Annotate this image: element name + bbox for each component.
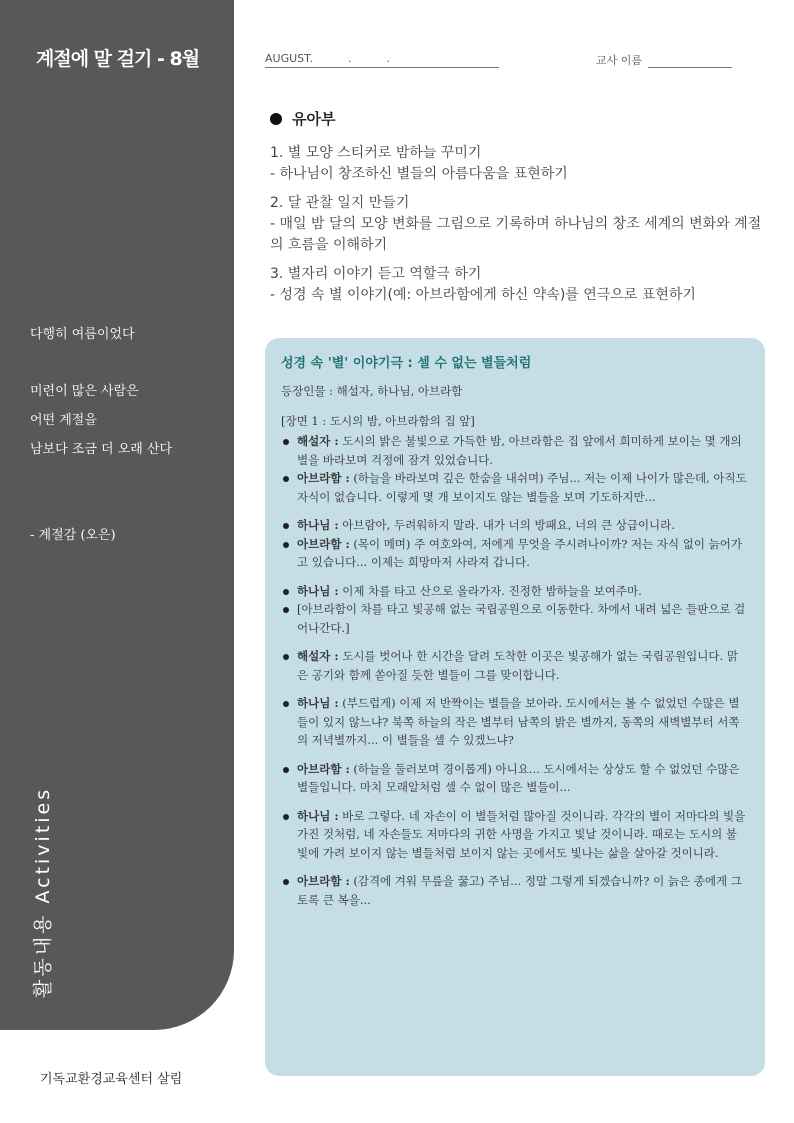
stage-direction <box>281 600 747 637</box>
teacher-label: 교사 이름 <box>596 54 643 67</box>
line-text: 도시의 밝은 불빛으로 가득한 밤, 아브라함은 집 앞에서 희미하게 보이는 몇 개의 별을 바라보며 걱정에 잠겨 있었습니다. <box>297 434 742 467</box>
activity-item <box>270 193 766 256</box>
line-text: 아브람아, 두려워하지 말라. 내가 너의 방패요, 너의 큰 상급이니라. <box>338 518 675 532</box>
speaker: 아브라함 : <box>297 471 350 485</box>
speaker: 아브라함 : <box>297 874 350 888</box>
line-text: (하늘을 바라보며 깊은 한숨을 내쉬며) 주님... 저는 이제 나이가 많은데, 아직도 자식이 없습니다. 이렇게 몇 개 보이지도 않는 별들을 보며 기도하지만... <box>297 471 747 504</box>
poem-attribution: - 계절감 (오은) <box>30 528 116 543</box>
line-text: [아브라함이 차를 타고 빛공해 없는 국립공원으로 이동한다. 차에서 내려 넓은 들판으로 걸어나간다.] <box>297 602 746 635</box>
poem-line: 다행히 여름이었다 <box>30 327 135 342</box>
activity-desc: - 성경 속 별 이야기(예: 아브라함에게 하신 약속)를 연극으로 표현하기 <box>270 287 696 303</box>
poem-line: 미련이 많은 사람은 <box>30 384 139 399</box>
poem <box>30 320 172 550</box>
scene-heading: [장면 1 : 도시의 밤, 아브라함의 집 앞] <box>281 413 475 428</box>
dialogue-list <box>281 432 747 909</box>
line-text: 도시를 벗어나 한 시간을 달려 도착한 이곳은 빛공해가 없는 국립공원입니다. 맑은 공기와 함께 쏟아질 듯한 별들이 그를 맞이합니다. <box>297 649 738 682</box>
speaker: 아브라함 : <box>297 536 350 551</box>
cast-list: 등장인물 : 해설자, 하나님, 아브라함 <box>281 384 463 398</box>
activity-title: 2. 달 관찰 일지 만들기 <box>270 195 410 211</box>
dialogue-line <box>281 516 747 535</box>
dialogue-line <box>281 469 747 506</box>
poem-line: 남보다 조금 더 오래 산다 <box>30 442 173 457</box>
line-text: 바로 그렇다. 네 자손이 이 별들처럼 많아질 것이니라. 각각의 별이 저마다의 빛을 가진 것처럼, 네 자손들도 저마다의 귀한 사명을 가지고 빛날 것이니라. 때로는 도시의 불빛에 가려 보이지 않는 별들처럼 보이지 않는 곳에서도 빛나는 삶을 살아갈 것이니라. <box>297 808 746 860</box>
activity-list <box>270 143 766 306</box>
section-title-text: 유아부 <box>292 110 336 128</box>
dialogue-line <box>281 694 747 750</box>
speaker: 해설자 : <box>297 434 339 448</box>
dialogue-line <box>281 760 747 797</box>
date-field: AUGUST. . . <box>265 52 499 68</box>
activity-title: 3. 별자리 이야기 듣고 역할극 하기 <box>270 266 482 282</box>
line-text: (감격에 겨워 무릎을 꿇고) 주님... 정말 그렇게 되겠습니까? 이 늙은 종에게 그토록 큰 복을... <box>297 874 742 907</box>
speaker: 아브라함 : <box>297 761 350 776</box>
dialogue-line <box>281 535 747 572</box>
footer: 기독교환경교육센터 살림 <box>40 1072 183 1087</box>
sidebar <box>0 0 234 1030</box>
line-text: (목이 메며) 주 여호와여, 저에게 무엇을 주시려나이까? 저는 자식 없이 늙어가고 있습니다... 이제는 희망마저 사라져 갑니다. <box>297 536 742 569</box>
line-text: (하늘을 둘러보며 경이롭게) 아니요... 도시에서는 상상도 할 수 없었던 수많은 별들입니다. 마치 모래알처럼 셀 수 없이 많은 별들이... <box>297 761 740 794</box>
teacher-name-line <box>648 67 732 68</box>
speaker: 하나님 : <box>297 583 339 598</box>
vertical-label: 활동내용 Activities <box>32 786 54 998</box>
line-text: 이제 차를 타고 산으로 올라가자. 진정한 밤하늘을 보여주마. <box>338 583 642 598</box>
dialogue-line <box>281 582 747 601</box>
bullet-icon <box>270 113 282 125</box>
speaker: 해설자 : <box>297 649 339 663</box>
teacher-name-field <box>596 52 732 68</box>
dialogue-line <box>281 807 747 863</box>
speaker: 하나님 : <box>297 696 339 710</box>
main-content <box>270 108 766 314</box>
dialogue-line <box>281 432 747 469</box>
activity-desc: - 하나님이 창조하신 별들의 아름다움을 표현하기 <box>270 166 568 182</box>
speaker: 하나님 : <box>297 518 339 532</box>
dialogue-line <box>281 647 747 684</box>
line-text: (부드럽게) 이제 저 반짝이는 별들을 보아라. 도시에서는 볼 수 없었던 수많은 별들이 있지 않느냐? 북쪽 하늘의 작은 별부터 남쪽의 밝은 별까지, 동쪽의 새벽별부터 서쪽의 저녁별까지... 이 별들을 셀 수 있겠느냐? <box>297 696 740 747</box>
sidebar-title: 계절에 말 걸기 - 8월 <box>36 48 200 70</box>
activity-desc: - 매일 밤 달의 모양 변화를 그림으로 기록하며 하나님의 창조 세계의 변화와 계절의 흐름을 이해하기 <box>270 216 762 253</box>
speaker: 하나님 : <box>297 808 339 823</box>
play-script-box <box>265 338 765 1076</box>
activity-item <box>270 264 766 306</box>
play-title: 성경 속 '별' 이야기극 : 셀 수 없는 별들처럼 <box>281 356 532 371</box>
activity-title: 1. 별 모양 스티커로 밤하늘 꾸미기 <box>270 145 482 161</box>
dialogue-line <box>281 872 747 909</box>
activity-item <box>270 143 766 185</box>
poem-line: 어떤 계절을 <box>30 413 97 428</box>
section-title <box>270 108 766 129</box>
